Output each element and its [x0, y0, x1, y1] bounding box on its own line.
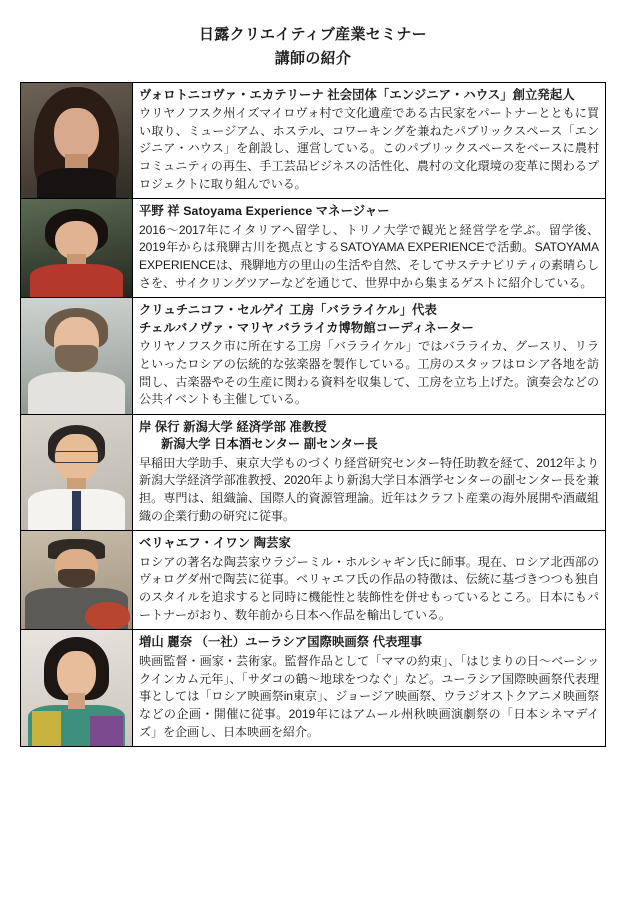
speaker-name: 増山 麗奈 （一社）ユーラシア国際映画祭 代表理事	[139, 635, 423, 650]
portrait-ivan-icon	[21, 531, 132, 629]
page-title: 日露クリエイティブ産業セミナー	[198, 26, 427, 43]
speaker-name: 平野 祥 Satoyama Experience マネージャー	[139, 204, 390, 219]
speaker-bio: 早稲田大学助手、東京大学ものづくり経営研究センター特任助教を経て、2012年より新潟大学経済学部准教授、2020年より新潟大学日本酒学センターの副センター長を兼担。専門は、組織論、国際人的資源管理論。近年はクラフト産業の海外展開や酒蔵組織の企業行動の研究に従事。	[139, 455, 599, 523]
speaker-text-cell	[133, 630, 605, 746]
speaker-bio: ウリヤノフスク市に所在する工房「バラライケル」ではバラライカ、グースリ、リラといったロシアの伝統的な弦楽器を製作している。工房のスタッフはロシア各地を訪問し、古楽器やその生産に関わる資料を収集して、工房を立ち上げた。演奏会などの公共イベントも主催している。	[139, 339, 599, 407]
speaker-name-secondary: チェルバノヴァ・マリヤ バラライカ博物館コーディネーター	[139, 320, 474, 335]
speaker-text-cell	[133, 298, 605, 414]
portrait-hirano-icon	[21, 199, 132, 297]
page-subtitle: 講師の紹介	[274, 49, 352, 67]
speaker-photo-cell	[21, 531, 133, 629]
table-row	[21, 415, 605, 532]
portrait-kishi-icon	[21, 415, 132, 531]
portrait-masuyama-icon	[21, 630, 132, 746]
speaker-photo-cell	[21, 630, 133, 746]
speaker-bio: ロシアの著名な陶芸家ウラジーミル・ホルシャギン氏に師事。現在、ロシア北西部のヴォログダ州で陶芸に従事。ベリャエフ氏の作品の特徴は、伝統に基づきつつも独自のスタイルを追求すると同時に機能性と装飾性を併せもっているところ。日本にもパートナーがおり、数年前から日本へ作品を輸出している。	[139, 554, 599, 622]
speaker-photo-cell	[21, 199, 133, 297]
table-row	[21, 630, 605, 747]
table-row	[21, 199, 605, 298]
table-row	[21, 531, 605, 630]
speaker-text-cell	[133, 83, 605, 199]
speaker-name: 岸 保行 新潟大学 経済学部 准教授	[139, 419, 327, 434]
speaker-name: クリュチニコフ・セルゲイ 工房「バラライケル」代表	[139, 303, 437, 318]
speaker-name-secondary: 新潟大学 日本酒センター 副センター長	[161, 437, 378, 452]
speaker-bio: ウリヤノフスク州イズマイロヴォ村で文化遺産である古民家をパートナーとともに買い取り、ミュージアム、ホステル、コワーキングを兼ねたパブリックスペース「エンジニア・ハウス」を創設し、運営している。このパブリックスペースをベースに農村コミュニティの再生、手工芸品ビジネスの活性化、農村の文化環境の変革に関わるプロジェクトに取り組んでいる。	[139, 105, 599, 191]
speaker-text-cell	[133, 531, 605, 629]
speaker-text-cell	[133, 199, 605, 297]
speaker-name: ベリャエフ・イワン 陶芸家	[139, 536, 291, 551]
table-row	[21, 298, 605, 415]
portrait-sergei-icon	[21, 298, 132, 414]
speaker-bio: 映画監督・画家・芸術家。監督作品として「ママの約束」、「はじまりの日〜ベーシックインカム元年」、「サダコの鶴〜地球をつなぐ」など。ユーラシア国際映画祭代表理事としては「ロシア映画祭in東京」、ジョージア映画祭、ウラジオストクアニメ映画祭などの企画・開催に従事。2019年にはアムール州秋映画演劇祭の「日本シネマデイズ」を企画し、日本映画を紹介。	[139, 653, 599, 739]
speaker-text-cell	[133, 415, 605, 531]
speaker-bio: 2016〜2017年にイタリアへ留学し、トリノ大学で観光と経営学を学ぶ。留学後、2019年からは飛騨古川を拠点とするSATOYAMA EXPERIENCEで活動。SATOYAMA EXPERIENCEは、飛騨地方の里山の生活や自然、そしてサステナビリティの素晴らしさを、サイクリングツアーなどを通じて、世界中から集まるゲストに紹介している。	[139, 222, 599, 290]
table-row	[21, 83, 605, 200]
portrait-ekaterina-icon	[21, 83, 132, 199]
speaker-photo-cell	[21, 298, 133, 414]
speaker-table	[20, 82, 606, 748]
speaker-photo-cell	[21, 83, 133, 199]
speaker-photo-cell	[21, 415, 133, 531]
speaker-name: ヴォロトニコヴァ・エカテリーナ 社会団体「エンジニア・ハウス」創立発起人	[139, 87, 575, 102]
